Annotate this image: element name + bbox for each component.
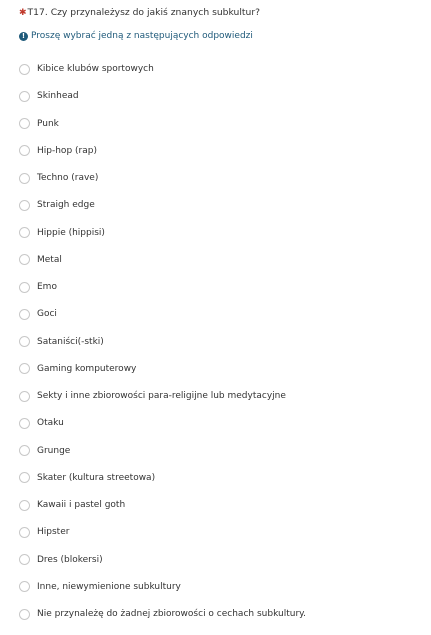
radio-option[interactable] <box>19 197 95 213</box>
radio-button[interactable] <box>19 527 30 538</box>
radio-button[interactable] <box>19 472 30 483</box>
radio-button[interactable] <box>19 254 30 265</box>
radio-option[interactable] <box>19 88 79 104</box>
radio-button[interactable] <box>19 609 30 620</box>
radio-option[interactable] <box>19 225 105 241</box>
radio-option[interactable] <box>19 524 69 540</box>
radio-option[interactable] <box>19 497 125 513</box>
radio-option[interactable] <box>19 606 306 622</box>
radio-option-label: Emo <box>37 282 57 292</box>
radio-button[interactable] <box>19 336 30 347</box>
radio-option-label: Sekty i inne zbiorowości para-religijne lub medytacyjne <box>37 391 286 401</box>
radio-button[interactable] <box>19 309 30 320</box>
question-text: T17. Czy przynależysz do jakiś znanych subkultur? <box>27 7 261 18</box>
radio-option-label: Skater (kultura streetowa) <box>37 472 156 483</box>
radio-button[interactable] <box>19 64 30 75</box>
radio-button[interactable] <box>19 118 30 129</box>
radio-option-label: Kawaii i pastel goth <box>37 500 126 510</box>
radio-option-label: Grunge <box>37 445 71 456</box>
question-title <box>19 7 260 18</box>
radio-button[interactable] <box>19 282 30 293</box>
radio-button[interactable] <box>19 91 30 102</box>
radio-option-label: Techno (rave) <box>37 173 99 183</box>
radio-button[interactable] <box>19 391 30 402</box>
radio-option[interactable] <box>19 116 59 132</box>
radio-option-label: Gaming komputerowy <box>37 363 137 374</box>
radio-button[interactable] <box>19 363 30 374</box>
radio-option-label: Hipster <box>37 527 70 538</box>
radio-option-label: Straigh edge <box>37 200 95 211</box>
radio-option[interactable] <box>19 388 286 404</box>
radio-option[interactable] <box>19 415 64 431</box>
radio-option-label: Metal <box>37 254 62 265</box>
radio-button[interactable] <box>19 200 30 211</box>
radio-button[interactable] <box>19 418 30 429</box>
radio-option-label: Otaku <box>37 418 64 429</box>
radio-option[interactable] <box>19 443 70 459</box>
radio-button[interactable] <box>19 554 30 565</box>
required-marker: ✱ <box>19 8 27 18</box>
radio-option[interactable] <box>19 252 62 268</box>
radio-option-label: Kibice klubów sportowych <box>37 64 154 74</box>
radio-button[interactable] <box>19 227 30 238</box>
radio-option[interactable] <box>19 361 136 377</box>
radio-option[interactable] <box>19 334 104 350</box>
hint-text: Proszę wybrać jedną z następujących odpowiedzi <box>31 31 253 41</box>
radio-button[interactable] <box>19 581 30 592</box>
radio-option-label: Hip-hop (rap) <box>37 145 97 156</box>
radio-option-label: Dres (blokersi) <box>37 554 103 565</box>
radio-button[interactable] <box>19 500 30 511</box>
radio-option[interactable] <box>19 170 98 186</box>
radio-option[interactable] <box>19 61 154 77</box>
radio-button[interactable] <box>19 445 30 456</box>
radio-option-label: Punk <box>37 118 59 129</box>
radio-option[interactable] <box>19 143 97 159</box>
radio-option-label: Nie przynależę do żadnej zbiorowości o cechach subkultury. <box>37 609 307 619</box>
radio-button[interactable] <box>19 173 30 184</box>
radio-option[interactable] <box>19 552 103 568</box>
info-icon: ! <box>19 32 28 41</box>
radio-option-label: Hippie (hippisi) <box>37 227 105 238</box>
radio-option-label: Sataniści(-stki) <box>37 336 104 347</box>
radio-option[interactable] <box>19 579 181 595</box>
radio-option[interactable] <box>19 306 57 322</box>
radio-option-label: Goci <box>37 309 57 320</box>
radio-option[interactable] <box>19 470 155 486</box>
radio-option[interactable] <box>19 279 57 295</box>
radio-option-label: Inne, niewymienione subkultury <box>37 581 181 592</box>
radio-button[interactable] <box>19 145 30 156</box>
radio-option-label: Skinhead <box>37 91 79 102</box>
answer-hint <box>19 31 253 41</box>
